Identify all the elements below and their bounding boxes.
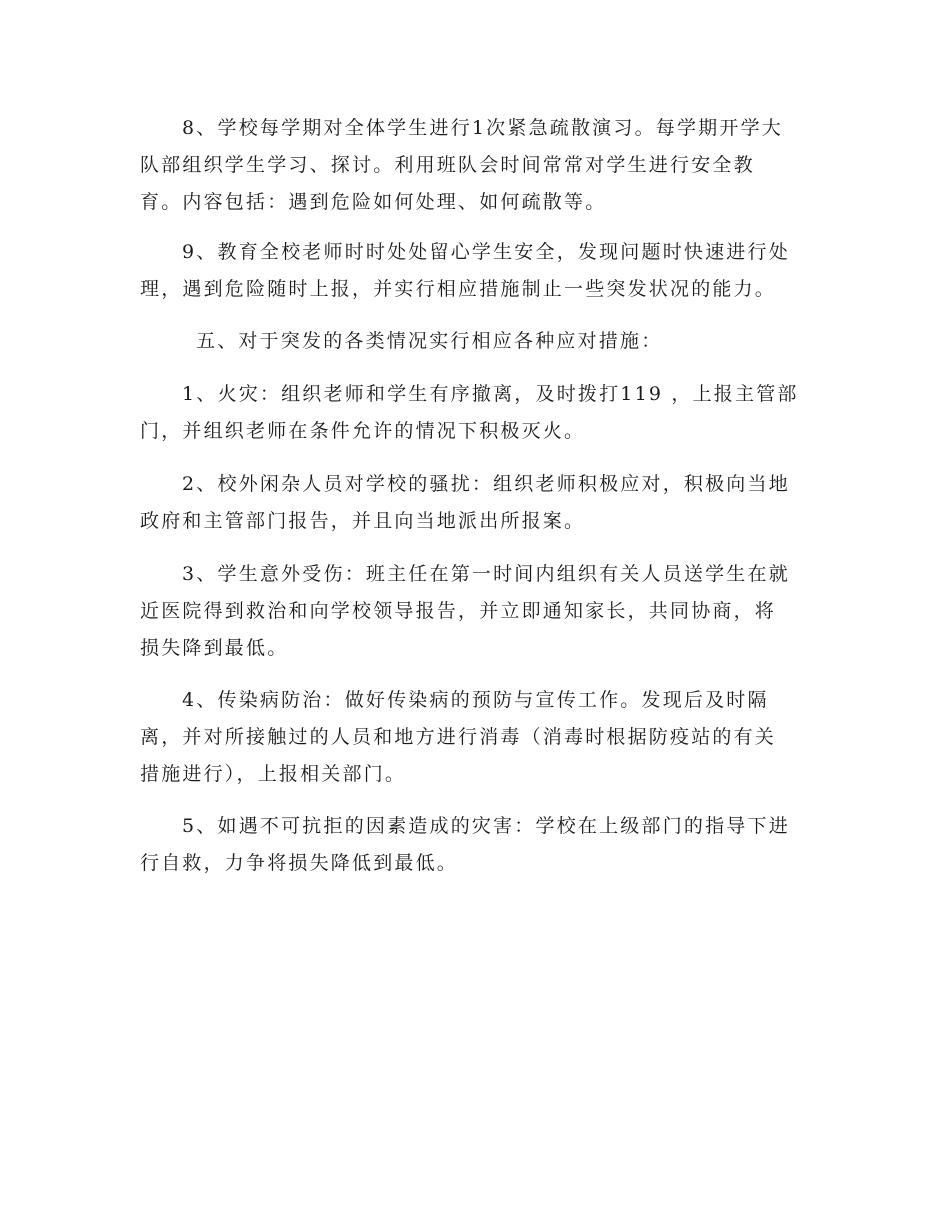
paragraph-measure-3 bbox=[140, 556, 810, 667]
text-line: 8、学校每学期对全体学生进行1次紧急疏散演习。每学期开学大 bbox=[182, 117, 783, 139]
paragraph-measure-2 bbox=[140, 466, 810, 540]
text-line: 2、校外闲杂人员对学校的骚扰：组织老师积极应对，积极向当地 bbox=[182, 473, 790, 495]
text-line: 政府和主管部门报告，并且向当地派出所报案。 bbox=[140, 510, 586, 532]
paragraph-item-8 bbox=[140, 110, 810, 221]
text-line: 理，遇到危险随时上报，并实行相应措施制止一些突发状况的能力。 bbox=[140, 278, 777, 300]
text-line: 3、学生意外受伤：班主任在第一时间内组织有关人员送学生在就 bbox=[182, 563, 790, 585]
text-line: 五、对于突发的各类情况实行相应各种应对措施： bbox=[196, 330, 663, 352]
text-line: 行自救，力争将损失降低到最低。 bbox=[140, 852, 459, 874]
text-line: 5、如遇不可抗拒的因素造成的灾害：学校在上级部门的指导下进 bbox=[182, 815, 790, 837]
text-line: 9、教育全校老师时时处处留心学生安全，发现问题时快速进行处 bbox=[182, 241, 790, 263]
paragraph-measure-5 bbox=[140, 808, 810, 882]
section-heading bbox=[140, 323, 810, 360]
text-line: 措施进行），上报相关部门。 bbox=[140, 763, 407, 785]
text-line: 队部组织学生学习、探讨。利用班队会时间常常对学生进行安全教 bbox=[140, 154, 755, 176]
text-line: 离，并对所接触过的人员和地方进行消毒（消毒时根据防疫站的有关 bbox=[140, 726, 777, 748]
text-line: 门，并组织老师在条件允许的情况下积极灭火。 bbox=[140, 420, 586, 442]
text-line: 1、火灾：组织老师和学生有序撤离，及时拨打119 ，上报主管部 bbox=[182, 383, 799, 405]
paragraph-measure-4 bbox=[140, 682, 810, 793]
paragraph-item-9 bbox=[140, 234, 810, 308]
text-line: 近医院得到救治和向学校领导报告，并立即通知家长，共同协商，将 bbox=[140, 600, 777, 622]
paragraph-measure-1 bbox=[140, 376, 810, 450]
text-line: 损失降到最低。 bbox=[140, 637, 289, 659]
text-line: 育。内容包括：遇到危险如何处理、如何疏散等。 bbox=[140, 191, 607, 213]
text-line: 4、传染病防治：做好传染病的预防与宣传工作。发现后及时隔 bbox=[182, 689, 769, 711]
